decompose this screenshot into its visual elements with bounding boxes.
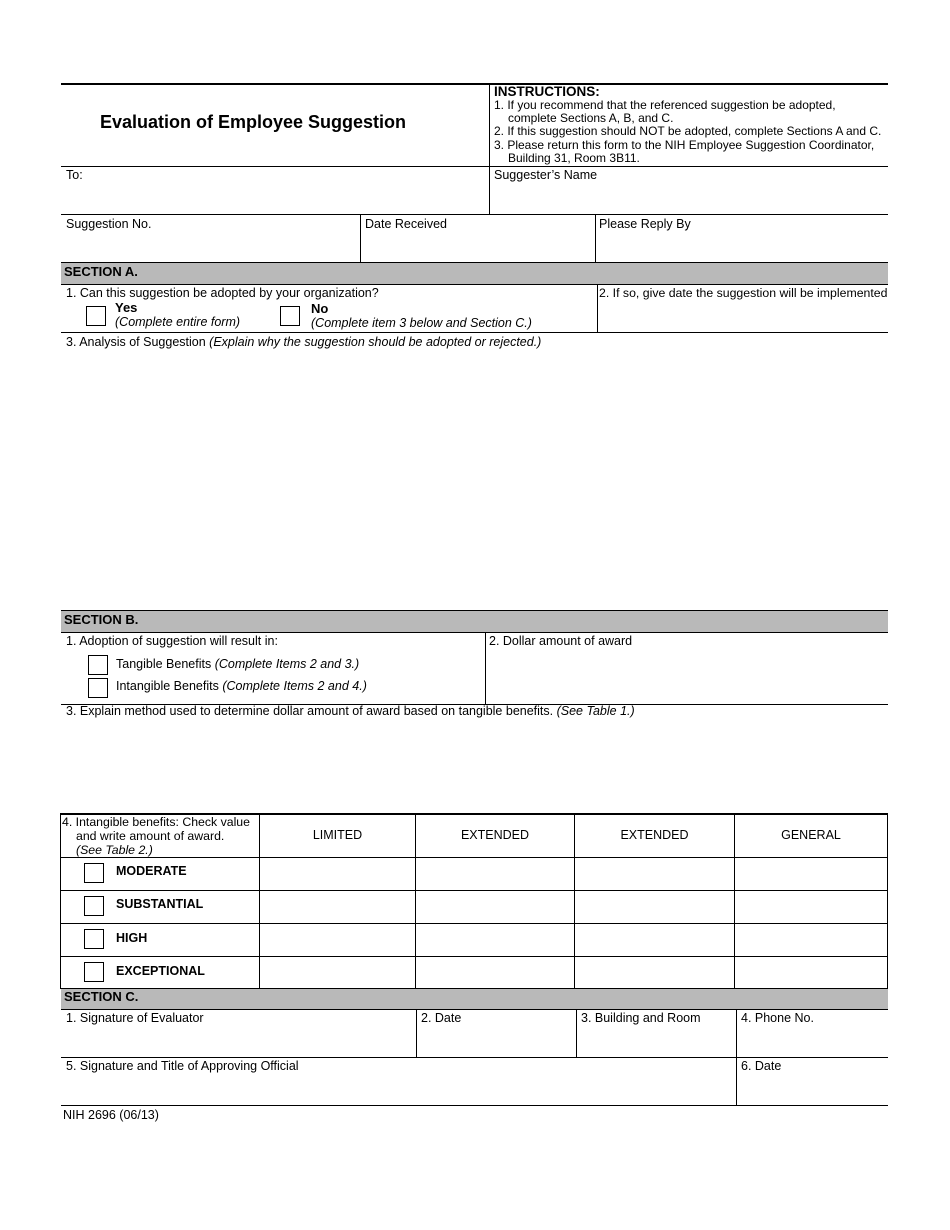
implementation-date-field[interactable]: [598, 302, 888, 331]
date-received-label: Date Received: [365, 217, 447, 231]
instruction-line: 1. If you recommend that the referenced suggestion be adopted,: [494, 98, 836, 112]
analysis-field[interactable]: [61, 352, 888, 608]
evaluator-signature-field[interactable]: [61, 1027, 415, 1056]
instructions-heading: INSTRUCTIONS:: [494, 84, 600, 99]
row-label-substantial: SUBSTANTIAL: [116, 897, 204, 911]
approving-official-field[interactable]: [61, 1075, 735, 1104]
suggestion-no-label: Suggestion No.: [66, 217, 152, 231]
section-b-title: SECTION B.: [64, 612, 139, 627]
table-row-rule: [60, 857, 888, 858]
instruction-line: Building 31, Room 3B11.: [508, 150, 640, 165]
building-room-label: 3. Building and Room: [581, 1011, 701, 1025]
question-adoptable: 1. Can this suggestion be adopted by your organization?: [66, 286, 379, 300]
table-row-rule: [60, 890, 888, 891]
intangible-benefits-checkbox[interactable]: [88, 678, 108, 698]
instructions-block: [494, 85, 881, 165]
row-label-moderate: MODERATE: [116, 864, 187, 878]
high-checkbox[interactable]: [84, 929, 104, 949]
implementation-date-label: 2. If so, give date the suggestion will be implemented: [599, 286, 888, 300]
no-note: (Complete item 3 below and Section C.): [311, 316, 532, 330]
table-border-right: [887, 814, 888, 989]
substantial-checkbox[interactable]: [84, 896, 104, 916]
reply-by-field[interactable]: [596, 232, 888, 262]
evaluator-signature-label: 1. Signature of Evaluator: [66, 1011, 204, 1025]
date-received-field[interactable]: [361, 232, 594, 262]
analysis-label: 3. Analysis of Suggestion (Explain why the suggestion should be adopted or rejected.): [66, 335, 542, 349]
section-c-header: [61, 989, 888, 1009]
exceptional-checkbox[interactable]: [84, 962, 104, 982]
no-label: No: [311, 301, 329, 316]
form-number: NIH 2696 (06/13): [63, 1108, 159, 1122]
section-a-title: SECTION A.: [64, 264, 138, 279]
building-room-field[interactable]: [577, 1027, 735, 1056]
section-a-header: [61, 263, 888, 284]
form-title: Evaluation of Employee Suggestion: [100, 112, 407, 132]
no-checkbox[interactable]: [280, 306, 300, 326]
column-header-extended: EXTENDED: [620, 828, 689, 842]
rule: [61, 284, 888, 285]
divider: [485, 633, 486, 704]
phone-field[interactable]: [737, 1027, 888, 1056]
instruction-line: 3. Please return this form to the NIH Employee Suggestion Coordinator,: [494, 137, 875, 152]
instruction-line: complete Sections A, B, and C.: [508, 111, 674, 126]
section-c-title: SECTION C.: [64, 989, 139, 1004]
rule: [61, 214, 888, 215]
column-header-general: GENERAL: [781, 828, 841, 842]
date-label: 2. Date: [421, 1011, 462, 1025]
tangible-benefits-label: Tangible Benefits (Complete Items 2 and 3.): [116, 657, 360, 671]
date-field[interactable]: [417, 1027, 575, 1056]
award-method-label: 3. Explain method used to determine dollar amount of award based on tangible benefits. (See Table 1.): [66, 704, 635, 718]
date2-label: 6. Date: [741, 1059, 782, 1073]
suggestion-no-field[interactable]: [61, 232, 359, 262]
rule: [61, 1009, 888, 1010]
row-label-exceptional: EXCEPTIONAL: [116, 964, 205, 978]
section-b-header: [61, 611, 888, 632]
yes-note: (Complete entire form): [115, 315, 241, 329]
dollar-amount-label: 2. Dollar amount of award: [489, 634, 633, 648]
to-field[interactable]: [61, 167, 488, 214]
moderate-checkbox[interactable]: [84, 863, 104, 883]
column-header-extended: EXTENDED: [460, 828, 530, 842]
yes-checkbox[interactable]: [86, 306, 106, 326]
to-field-label: To:: [66, 168, 83, 182]
instruction-line: 2. If this suggestion should NOT be adopted, complete Sections A and C.: [494, 124, 882, 139]
dollar-amount-field[interactable]: [487, 650, 888, 703]
tangible-benefits-checkbox[interactable]: [88, 655, 108, 675]
date2-field[interactable]: [737, 1075, 888, 1104]
phone-label: 4. Phone No.: [741, 1011, 814, 1025]
suggester-name-label: Suggester’s Name: [494, 168, 598, 182]
rule: [61, 1105, 888, 1106]
table-border-left: [60, 814, 61, 989]
row-label-high: HIGH: [116, 931, 148, 945]
yes-label: Yes: [115, 300, 138, 315]
award-method-field[interactable]: [61, 720, 888, 810]
table-row-rule: [60, 923, 888, 924]
table-row-rule: [60, 956, 888, 957]
reply-by-label: Please Reply By: [599, 217, 691, 231]
approving-official-label: 5. Signature and Title of Approving Official: [66, 1059, 299, 1073]
rule: [61, 332, 888, 333]
column-header-limited: LIMITED: [312, 828, 363, 842]
rule: [61, 632, 888, 633]
table-header-cell: 4. Intangible benefits: Check value and write amount of award. (See Table 2.): [62, 815, 250, 857]
adoption-result-label: 1. Adoption of suggestion will result in:: [66, 634, 278, 648]
intangible-benefits-label: Intangible Benefits (Complete Items 2 and 4.): [116, 679, 367, 693]
rule: [61, 1057, 888, 1058]
suggester-name-field[interactable]: [490, 167, 888, 214]
